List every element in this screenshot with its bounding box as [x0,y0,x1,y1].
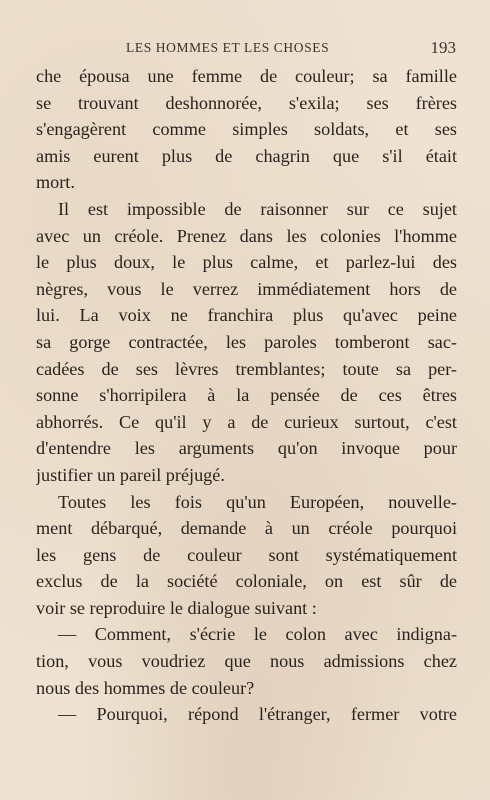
text-line: s'engagèrent comme simples soldats, et ses [36,119,457,140]
text-line: che épousa une femme de couleur; sa famille [36,66,457,86]
running-head [36,38,456,60]
text-line: les gens de couleur sont systématiquement [36,544,457,565]
text-line: Toutes les fois qu'un Européen, nouvelle- [58,491,457,512]
text-line: lui. La voix ne franchira plus qu'avec peine [36,305,457,326]
text-line: d'entendre les arguments qu'on invoque pour [36,438,457,459]
text-line: tion, vous voudriez que nous admissions chez [36,651,457,672]
text-line: amis eurent plus de chagrin que s'il était [36,145,457,166]
text-line: justifier un pareil préjugé. [36,464,225,485]
text-line: Il est impossible de raisonner sur ce sujet [58,198,457,219]
text-line: sonne s'horripilera à la pensée de ces êtres [36,385,457,406]
text-line: — Comment, s'écrie le colon avec indigna- [58,624,457,645]
running-title: LES HOMMES ET LES CHOSES [126,40,330,55]
text-line: exclus de la société coloniale, on est sûr de [36,571,457,592]
text-line: cadées de ses lèvres tremblantes; toute sa per- [36,358,457,379]
text-line: ment débarqué, demande à un créole pourquoi [36,518,457,539]
text-line: mort. [36,172,75,193]
text-line: nègres, vous le verrez immédiatement hors de [36,278,457,299]
text-line: avec un créole. Prenez dans les colonies l'homme [36,225,457,246]
text-line: abhorrés. Ce qu'il y a de curieux surtout, c'est [36,411,457,432]
text-line: se trouvant deshonnorée, s'exila; ses frères [36,92,457,113]
text-line: nous des hommes de couleur? [36,677,255,698]
text-line: — Pourquoi, répond l'étranger, fermer votre [58,704,457,725]
text-line: voir se reproduire le dialogue suivant : [36,597,317,618]
page-number: 193 [430,38,456,57]
text-line: sa gorge contractée, les paroles tomberont sac- [36,331,457,352]
text-line: le plus doux, le plus calme, et parlez-lui des [36,252,457,273]
body-text [36,63,457,728]
